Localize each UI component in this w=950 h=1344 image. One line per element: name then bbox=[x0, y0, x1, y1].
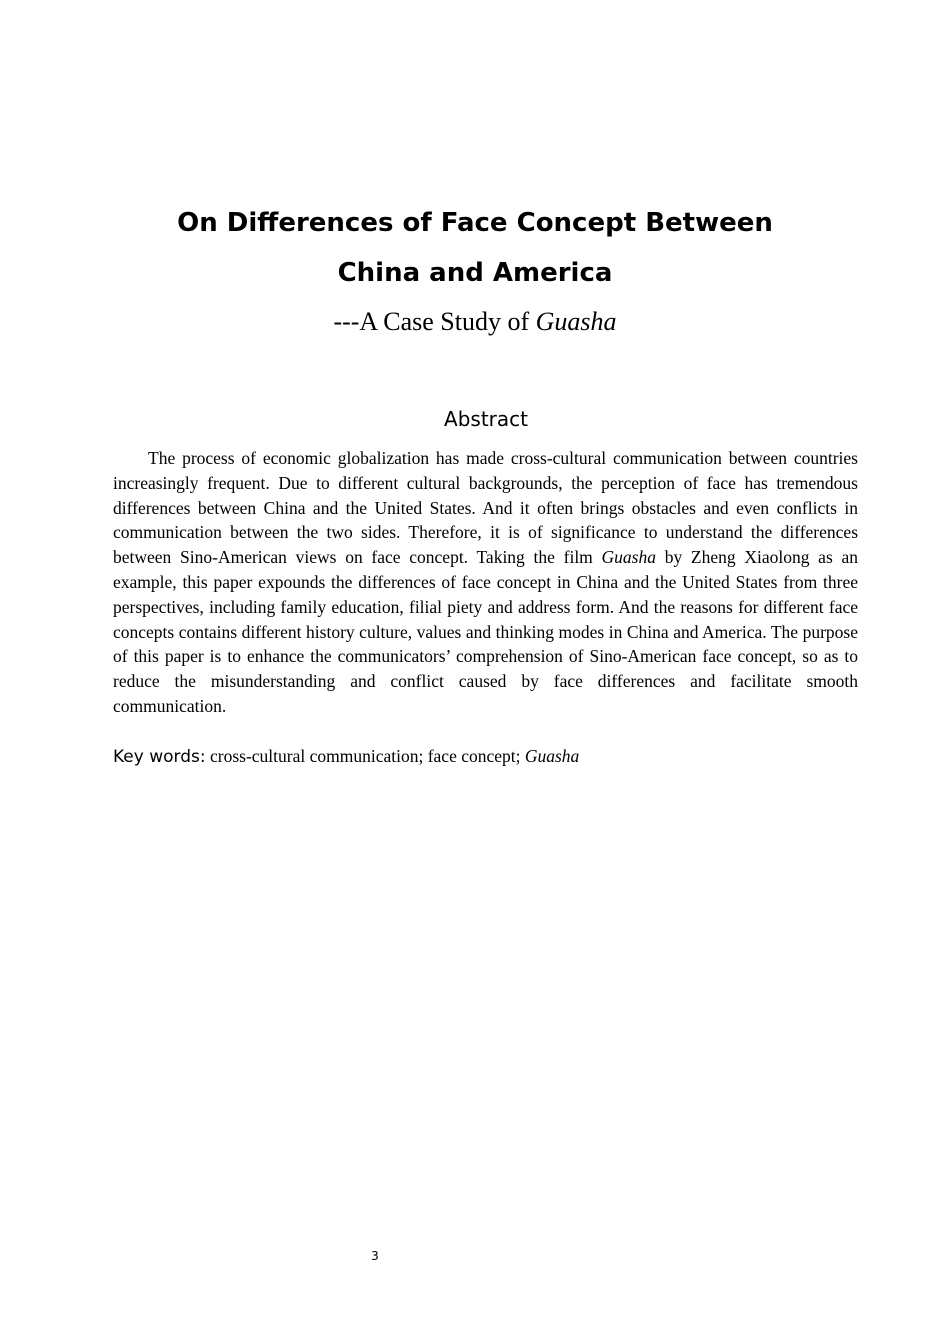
abstract-heading: Abstract bbox=[444, 407, 528, 431]
abstract-text-part-2: by Zheng Xiaolong as an example, this paper expounds the differences of face concept in China and the United States from three perspectives, including family education, filial piety and address form. And the reasons for different face concepts contains different history culture, values and thinking modes in China and America. The purpose of this paper is to enhance the communicators’ comprehension of Sino-American face concept, so as to reduce the misunderstanding and conflict caused by face differences and facilitate smooth communication. bbox=[113, 547, 858, 716]
paper-subtitle bbox=[0, 302, 950, 342]
abstract-film-title: Guasha bbox=[601, 547, 656, 568]
paper-title-line-1: On Differences of Face Concept Between bbox=[177, 208, 773, 238]
keywords-film-title: Guasha bbox=[524, 746, 580, 766]
keywords-line bbox=[113, 743, 858, 770]
subtitle-film-title: Guasha bbox=[535, 307, 617, 336]
paper-title bbox=[0, 198, 950, 298]
subtitle-prefix: ---A Case Study of bbox=[333, 307, 536, 336]
keywords-text: cross-cultural communication; face concept; bbox=[205, 746, 525, 766]
keywords-label: Key words: bbox=[113, 747, 206, 767]
page-number: 3 bbox=[371, 1249, 379, 1263]
abstract-text-part-1: The process of economic globalization has made cross-cultural communication between countries increasingly frequent. Due to different cultural backgrounds, the perception of face has tremendous differences between China and the United States. And it often brings obstacles and even conflicts in communication between the two sides. Therefore, it is of significance to understand the differences between Sino-American views on face concept. Taking the film bbox=[113, 448, 858, 568]
paper-title-line-2: China and America bbox=[337, 258, 613, 288]
abstract-paragraph bbox=[113, 446, 858, 719]
